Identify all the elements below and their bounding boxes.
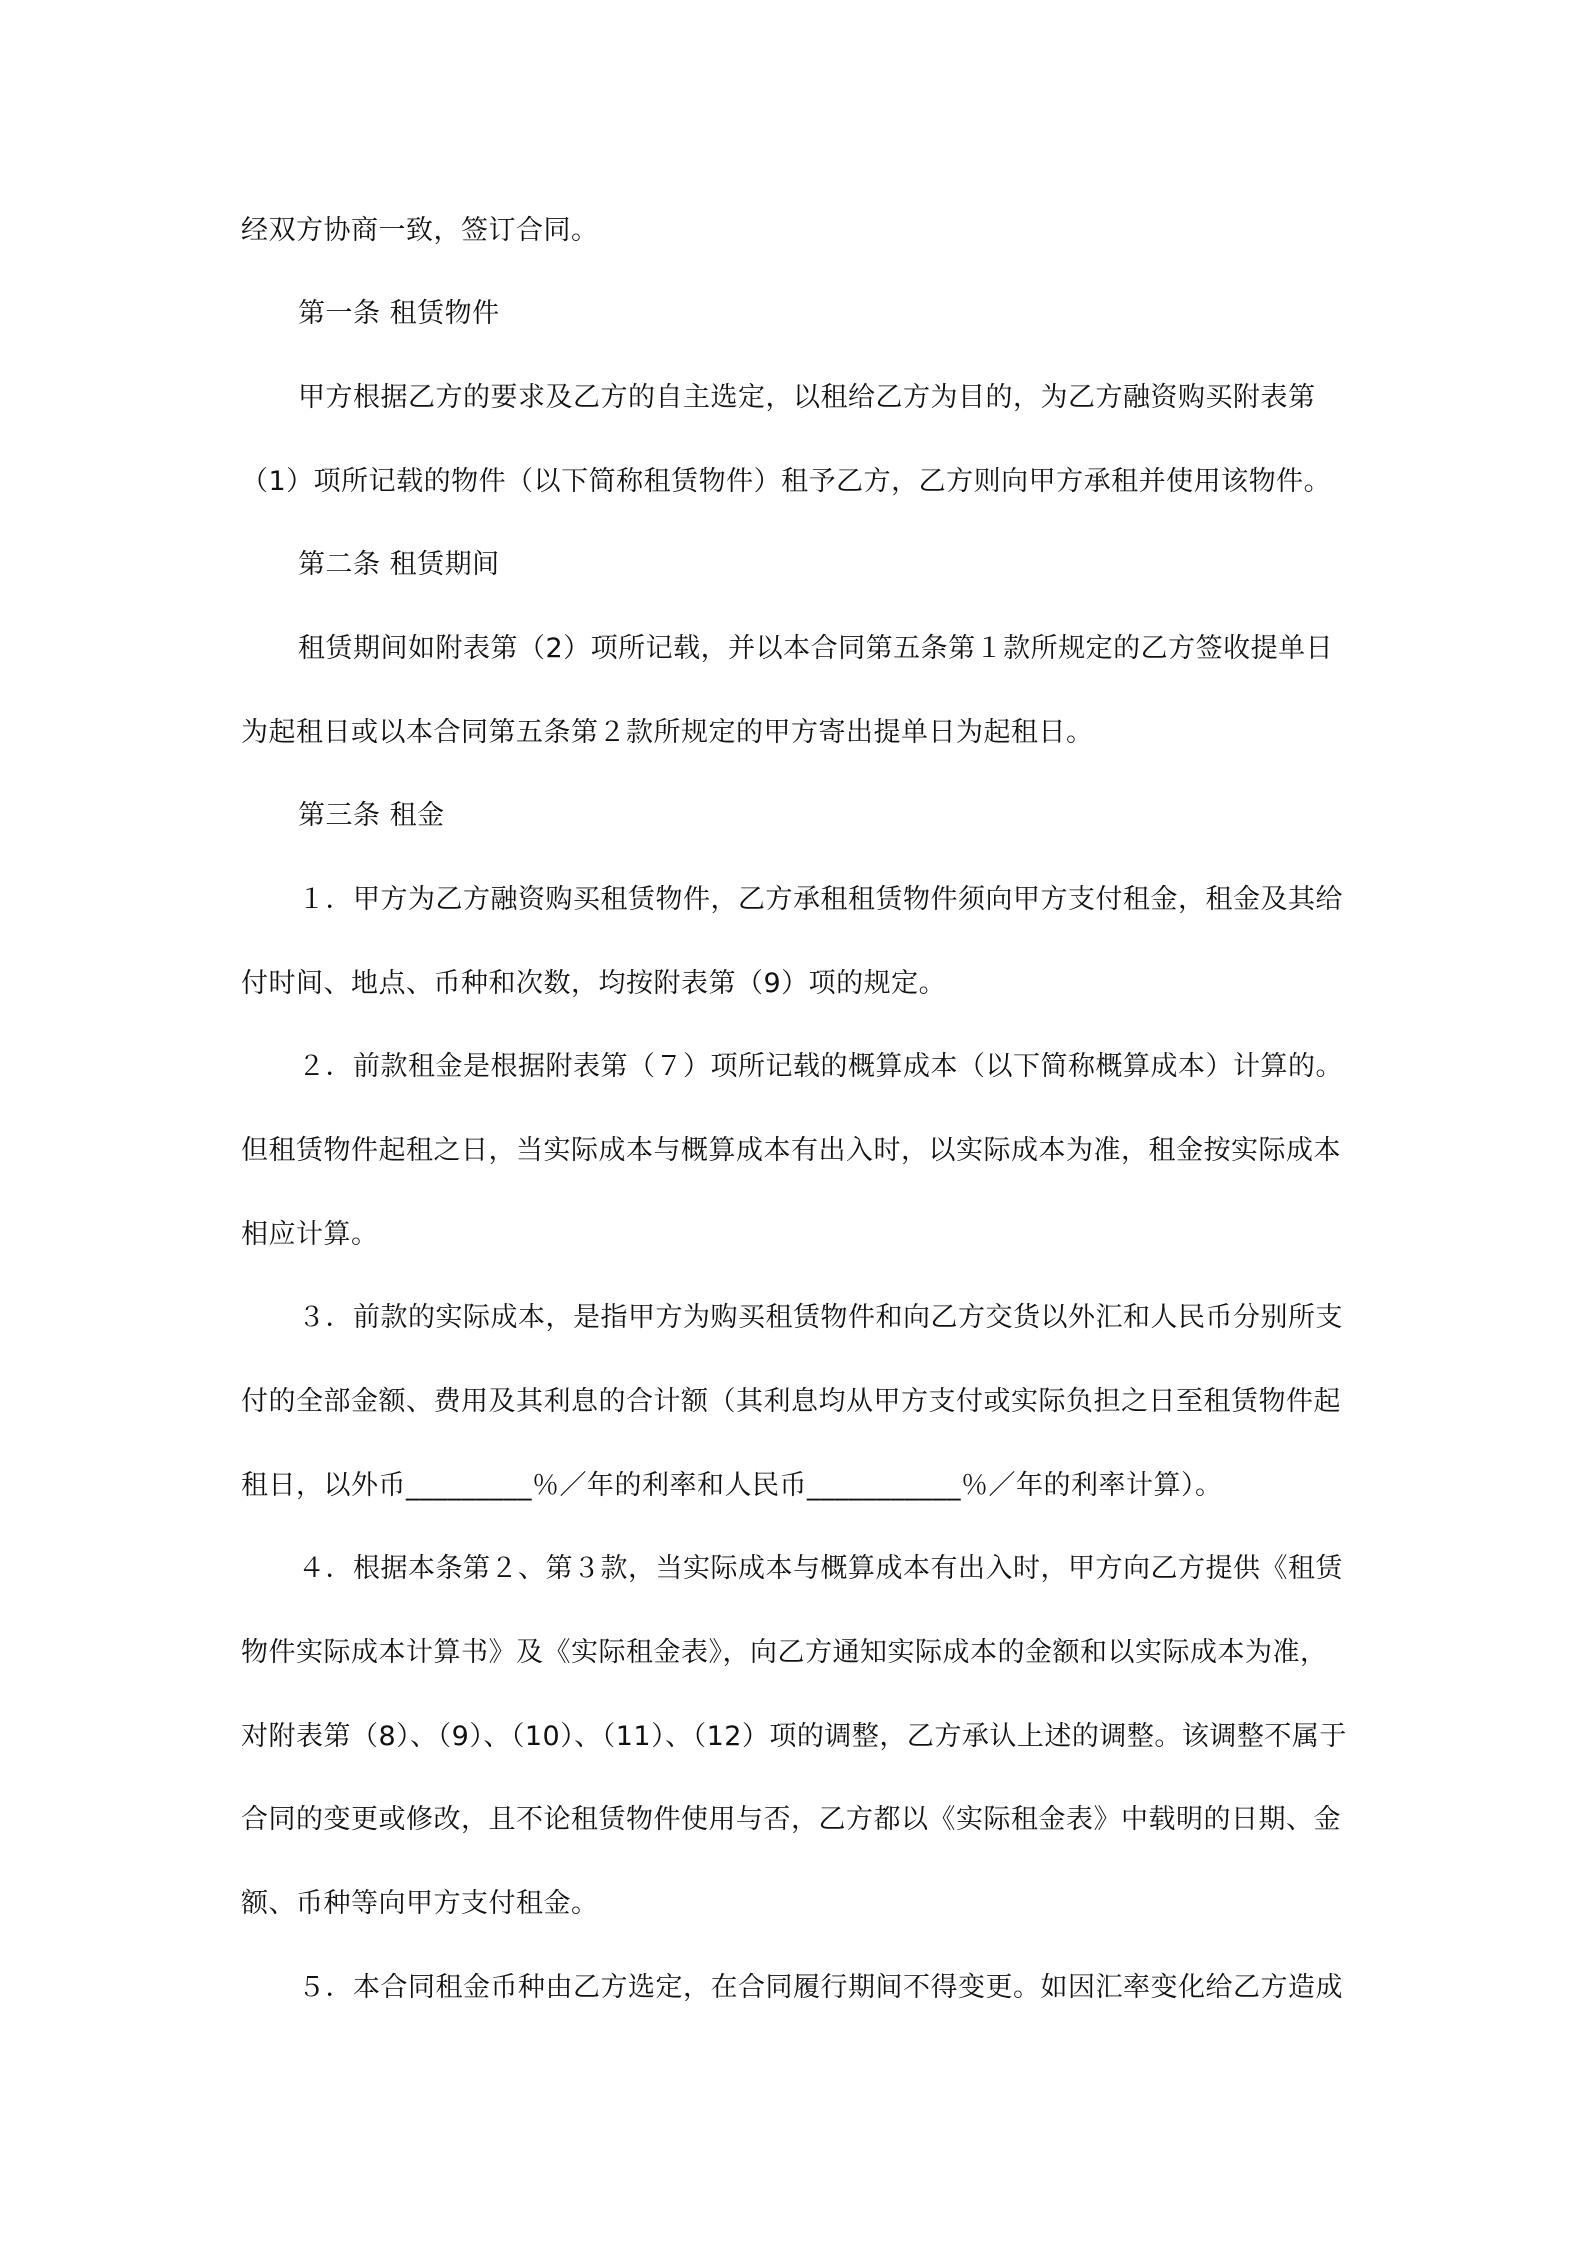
text-line: 租日，以外币_________％／年的利率和人民币___________％／年的利率计算）。: [241, 1470, 1223, 1501]
text-line: 但租赁物件起租之日，当实际成本与概算成本有出入时，以实际成本为准，租金按实际成本: [241, 1135, 1341, 1166]
text-line: （1）项所记载的物件（以下简称租赁物件）租予乙方，乙方则向甲方承租并使用该物件。: [241, 466, 1332, 497]
text-line: ３．前款的实际成本，是指甲方为购买租赁物件和向乙方交货以外汇和人民币分别所支: [298, 1302, 1343, 1333]
text-line: 对附表第（8）、（9）、（10）、（11）、（12）项的调整，乙方承认上述的调整。该调整不属于: [241, 1721, 1347, 1752]
text-line: ５．本合同租金币种由乙方选定，在合同履行期间不得变更。如因汇率变化给乙方造成: [298, 1972, 1343, 2003]
text-line: ２．前款租金是根据附表第（７）项所记载的概算成本（以下简称概算成本）计算的。: [298, 1051, 1343, 1082]
text-line: １．甲方为乙方融资购买租赁物件，乙方承租租赁物件须向甲方支付租金，租金及其给: [298, 884, 1343, 915]
article-2-heading: 第二条 租赁期间: [298, 549, 500, 580]
text-line: 为起租日或以本合同第五条第２款所规定的甲方寄出提单日为起租日。: [241, 717, 1094, 748]
text-line: 经双方协商一致，签订合同。: [241, 215, 599, 246]
text-line: 付时间、地点、币种和次数，均按附表第（9）项的规定。: [241, 968, 947, 999]
text-line: 合同的变更或修改，且不论租赁物件使用与否，乙方都以《实际租金表》中载明的日期、金: [241, 1804, 1341, 1835]
text-line: ４．根据本条第２、第３款，当实际成本与概算成本有出入时，甲方向乙方提供《租赁: [298, 1553, 1343, 1584]
text-line: 物件实际成本计算书》及《实际租金表》，向乙方通知实际成本的金额和以实际成本为准，: [241, 1637, 1328, 1668]
text-line: 租赁期间如附表第（2）项所记载，并以本合同第五条第１款所规定的乙方签收提单日: [298, 633, 1334, 664]
article-1-heading: 第一条 租赁物件: [298, 298, 500, 329]
text-line: 相应计算。: [241, 1219, 379, 1250]
text-line: 甲方根据乙方的要求及乙方的自主选定，以租给乙方为目的，为乙方融资购买附表第: [298, 382, 1316, 413]
article-3-heading: 第三条 租金: [298, 800, 445, 831]
text-line: 额、币种等向甲方支付租金。: [241, 1888, 599, 1919]
text-line: 付的全部金额、费用及其利息的合计额（其利息均从甲方支付或实际负担之日至租赁物件起: [241, 1386, 1341, 1417]
